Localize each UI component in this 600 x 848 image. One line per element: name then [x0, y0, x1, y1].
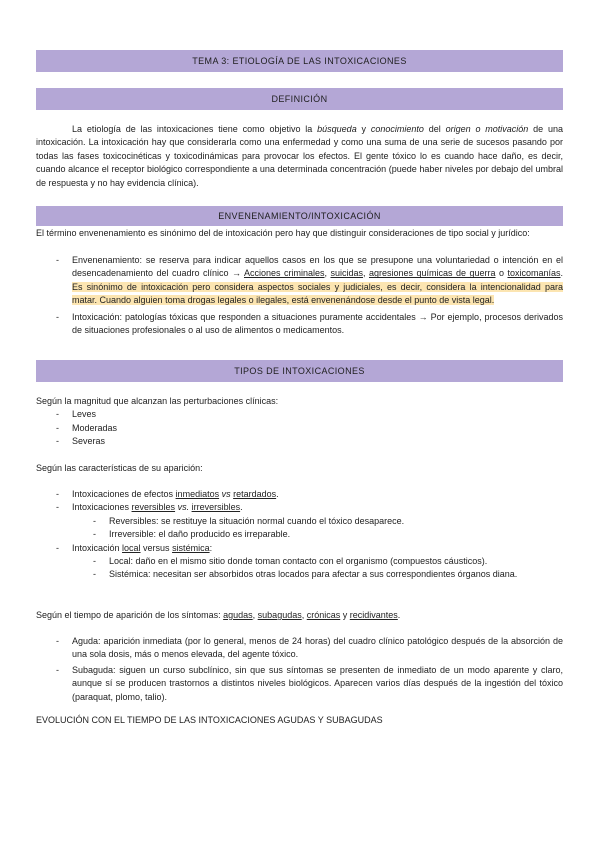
underlined-term: recidivantes: [349, 610, 398, 620]
underlined-term: irreversibles: [191, 502, 241, 513]
text-run: ,: [252, 610, 258, 620]
emphasis-conocimiento: conocimiento: [370, 124, 424, 134]
underlined-term: agudas: [223, 610, 253, 620]
envenenamiento-intro: [36, 227, 563, 240]
item-text: Aguda: aparición inmediata (por lo general, menos de 24 horas) del cuadro clínico patológico después de la absorción de una sola dosis, más o menos elevada, del agente tóxico.: [72, 636, 563, 660]
text-run: Intoxicaciones de efectos: [72, 489, 176, 499]
bullet: -: [56, 542, 59, 553]
text-run: y: [356, 124, 371, 134]
section-title-definicion: DEFINICIÓN: [271, 94, 328, 104]
section-heading-definicion: [36, 88, 563, 110]
tiempo-title: [36, 609, 563, 622]
bullet: -: [56, 502, 59, 513]
bullet: -: [56, 255, 59, 265]
list-item-subaguda: [36, 664, 563, 704]
text-run: ,: [363, 268, 369, 279]
bullet: -: [56, 422, 59, 433]
list-item: [36, 435, 563, 448]
text-run: La etiología de las intoxicaciones tiene como objetivo la: [72, 124, 318, 134]
document-title: TEMA 3: ETIOLOGÍA DE LAS INTOXICACIONES: [192, 56, 407, 66]
sub-list-item: [36, 515, 563, 528]
text-run: del: [423, 124, 446, 134]
item-text: Local: daño en el mismo sitio donde toman contacto con el organismo (compuestos cáusticos).: [109, 556, 488, 567]
item-text: Sistémica: necesitan ser absorbidos otras locados para afectar a sus correspondientes órganos diana.: [109, 569, 518, 580]
tiempo-list: [36, 635, 563, 704]
underlined-term: crónicas: [306, 610, 341, 620]
bullet: -: [56, 489, 59, 499]
text-run: y: [340, 610, 350, 620]
text-run: Intoxicación: [72, 542, 123, 553]
text-run: Según el tiempo de aparición de los síntomas:: [36, 610, 224, 620]
intro-text: El término envenenamiento es sinónimo del de intoxicación pero hay que distinguir consideraciones de tipo social y jurídico:: [36, 228, 530, 238]
list-item: [36, 422, 563, 435]
magnitud-group: [36, 395, 563, 449]
bullet: -: [56, 636, 59, 646]
emphasis-vs: vs.: [175, 502, 192, 513]
item-text: Reversibles: se restituye la situación normal cuando el tóxico desaparece.: [109, 515, 405, 526]
highlighted-text: Es sinónimo de intoxicación pero considera aspectos sociales y judiciales, es decir, considera la intencionalidad para matar. Cuando alguien toma drogas legales o ilegales, está envenenándose desde el punto de vista legal.: [72, 281, 563, 306]
underlined-term: inmediatos: [175, 489, 220, 499]
text-run: .: [397, 610, 401, 620]
emphasis-vs: vs: [219, 489, 234, 499]
caracteristicas-title: Según las características de su aparición:: [36, 463, 203, 473]
section-heading-envenenamiento: [36, 206, 563, 226]
underlined-term: retardados: [233, 489, 277, 499]
underlined-term: local: [122, 542, 141, 553]
section-title-envenenamiento: ENVENENAMIENTO/INTOXICACIÓN: [218, 211, 381, 221]
bullet: -: [56, 311, 59, 322]
section-heading-tipos: [36, 360, 563, 382]
definicion-paragraph: [36, 123, 563, 190]
item-text: Leves: [72, 409, 97, 420]
text-run: ,: [301, 610, 307, 620]
list-item-intoxicacion: [36, 311, 563, 338]
list-item-local: [36, 542, 563, 555]
item-text: Moderadas: [72, 422, 118, 433]
envenenamiento-list: [36, 254, 563, 337]
emphasis-busqueda: búsqueda: [317, 124, 357, 134]
underlined-term: reversibles: [131, 502, 176, 513]
sub-list-item: [36, 555, 563, 568]
underlined-term: agresiones químicas de guerra: [368, 268, 496, 279]
text-run: de una intoxicación. La intoxicación hay que considerarla como una enfermedad y como una suma de una serie de sucesos pasando por todas las fases toxicocinéticas y toxicodinámicas para provocar los efectos. El gente tóxico lo es cuando hace daño, es decir, cuando alcance el receptor biológico correspondiente a una determinada concentración (puede haber niveles por debajo del umbral de respuesta y no hay evidencia clínica).: [36, 124, 564, 188]
list-item-reversibles: [36, 501, 563, 514]
text-run: .: [240, 502, 243, 513]
underlined-term: suicidas: [330, 268, 363, 279]
list-item-efectos: [36, 488, 563, 501]
evolucion-heading: EVOLUCIÓN CON EL TIEMPO DE LAS INTOXICACIONES AGUDAS Y SUBAGUDAS: [36, 715, 383, 725]
item-text: Irreversible: el daño producido es irreparable.: [109, 529, 291, 540]
list-item-envenenamiento: [36, 254, 563, 308]
text-run: :: [209, 542, 213, 553]
bullet: -: [93, 515, 96, 526]
sub-list-item: [36, 528, 563, 541]
bullet: -: [56, 409, 59, 420]
magnitud-title: Según la magnitud que alcanzan las perturbaciones clínicas:: [36, 396, 279, 406]
bullet: -: [93, 556, 96, 567]
text-run: ,: [324, 268, 331, 279]
text-run: o: [495, 268, 508, 279]
text-run: versus: [140, 542, 173, 553]
underlined-term: subagudas: [257, 610, 302, 620]
bullet: -: [56, 664, 59, 675]
item-text: Severas: [72, 436, 106, 447]
caracteristicas-list: [36, 488, 563, 582]
section-title-tipos: TIPOS DE INTOXICACIONES: [234, 366, 365, 376]
item-text: Subaguda: siguen un curso subclínico, sin que sus síntomas se presenten de inmediato de un modo aparente y claro, aunque sí se producen trastornos a distintos niveles biológicos. Aparecen varios días después de la ingestión del tóxico (paraquat, plomo, talio).: [72, 664, 563, 702]
bullet: -: [93, 529, 96, 540]
underlined-term: toxicomanías: [507, 268, 561, 279]
bullet: -: [93, 569, 96, 580]
list-item: [36, 408, 563, 421]
document-title-bar: [36, 50, 563, 72]
text-run: .: [276, 489, 279, 499]
text-run: Intoxicaciones: [72, 502, 132, 513]
bullet: -: [56, 436, 59, 447]
item-text: Intoxicación: patologías tóxicas que responden a situaciones puramente accidentales → Por ejemplo, procesos derivados de situaciones profesionales o al uso de alimentos o medicamentos.: [72, 311, 563, 336]
text-run: Envenenamiento: se reserva para indicar aquellos casos en los que se presupone una voluntariedad o intención en el desencadenamiento del cuadro clínico →: [72, 255, 563, 279]
list-item-aguda: [36, 635, 563, 662]
underlined-term: Acciones criminales: [243, 268, 325, 279]
sub-list-item: [36, 568, 563, 581]
text-run: .: [560, 268, 563, 279]
underlined-term: sistémica: [172, 542, 210, 553]
emphasis-origen: origen o motivación: [445, 124, 529, 134]
